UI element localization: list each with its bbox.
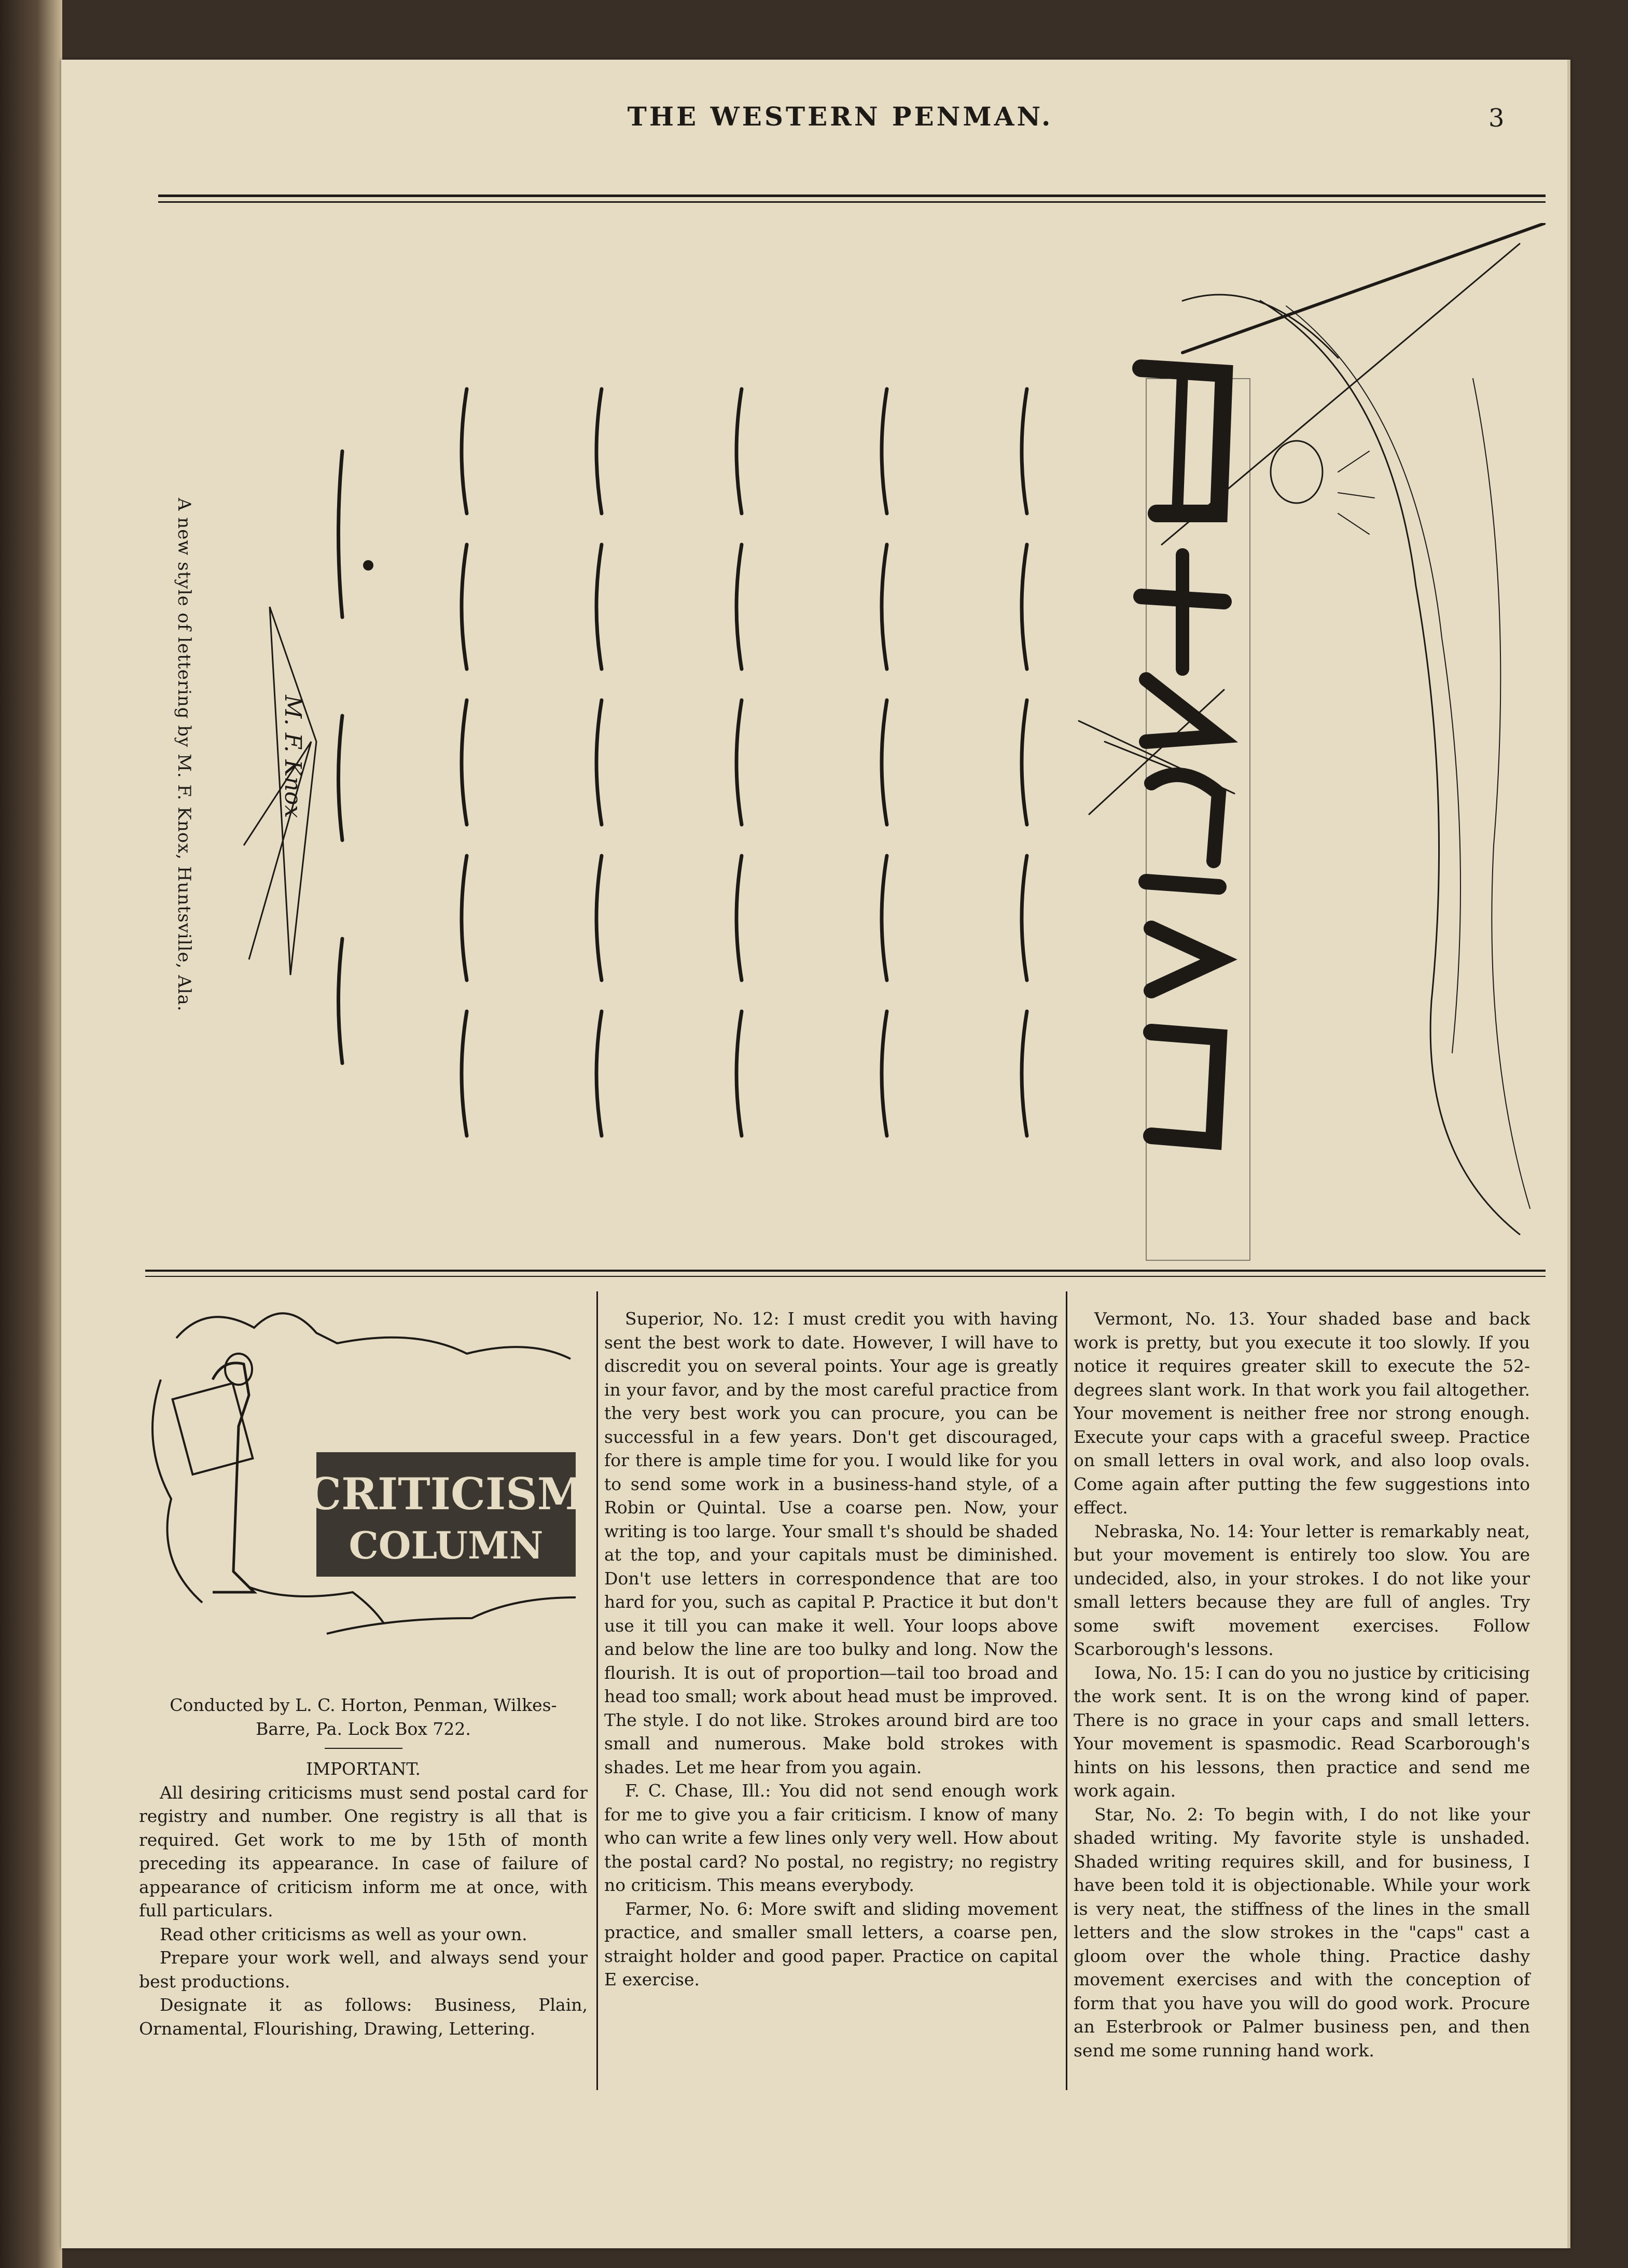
criticism-heading-line2: COLUMN <box>349 1523 544 1567</box>
column-separator <box>1066 1291 1067 2090</box>
page-edge <box>1567 60 1570 2248</box>
criticism-entry: Farmer, No. 6: More swift and sliding movement practice, and smaller small letters, a coarse pen, straight holder and good paper. Practice on capital E exercise. <box>604 1898 1058 1989</box>
criticism-heading-line1: CRITICISM <box>307 1468 586 1520</box>
book-binding <box>0 0 62 2268</box>
criticism-column-2 <box>604 1307 1058 1992</box>
rule-text: Prepare your work well, and always send your best productions. <box>139 1947 588 1992</box>
important-heading: IMPORTANT. <box>306 1759 421 1779</box>
signature-ornament <box>244 607 316 975</box>
signature-text: M. F. Knox <box>280 695 306 818</box>
criticism-column-3 <box>1074 1307 1530 2062</box>
specimen-row-5 <box>462 389 467 1136</box>
plate-rule-top <box>145 1270 1546 1272</box>
divider <box>325 1748 402 1749</box>
running-header: THE WESTERN PENMAN. <box>627 101 1053 132</box>
specimen-row-2 <box>882 389 887 1136</box>
criticism-entry: Vermont, No. 13. Your shaded base and back work is pretty, but you execute it too slowly. If you notice it requires greater skill to execute the 52-degrees slant work. In that work you fail altogether. Your movement is neither free nor strong enough. Execute your caps with a graceful sweep. Practice on small letters in oval work, and also loop ovals. Come again after putting the few suggestions into effect. <box>1074 1309 1530 1518</box>
specimen-row-1 <box>1022 389 1027 1136</box>
criticism-entry: Iowa, No. 15: I can do you no justice by criticising the work sent. It is on the wrong kind of paper. There is no grace in your caps and small letters. Your movement is spasmodic. Read Scarborough's hints on his lessons, then practice and send me work again. <box>1074 1662 1530 1801</box>
plate-caption: A new style of lettering by M. F. Knox, Huntsville, Ala. <box>174 498 194 1012</box>
ornament-dot <box>363 560 373 571</box>
column-separator <box>596 1291 598 2090</box>
header-rule-top <box>158 194 1546 197</box>
specimen-row-4 <box>596 389 602 1136</box>
criticism-info-column <box>139 1693 588 2040</box>
criticism-entry: F. C. Chase, Ill.: You did not send enough work for me to give you a fair criticism. I know of many who can write a few lines only very well. How about the postal card? No postal, no registry; no registry no criticism. This means everybody. <box>604 1780 1058 1895</box>
conductor-line: Conducted by L. C. Horton, Penman, Wilkes-Barre, Pa. Lock Box 722. <box>170 1695 557 1739</box>
rule-text: Read other criticisms as well as your own. <box>160 1924 527 1944</box>
lettering-plate-art <box>145 223 1546 1271</box>
criticism-entry: Star, No. 2: To begin with, I do not like your shaded writing. My favorite style is unshaded. Shaded writing requires skill, and for business, I have been told it is objectionable. While your work is very neat, the stiffness of the lines in the small letters and the slow strokes in the "caps" cast a gloom over the whole thing. Practice dashy movement exercises and with the conception of form that you have you will do good work. Procure an Esterbrook or Palmer business pen, and then send me some running hand work. <box>1074 1804 1530 2061</box>
specimen-row-3 <box>736 389 742 1136</box>
criticism-entry: Superior, No. 12: I must credit you with having sent the best work to date. However, I will have to discredit you on several points. Your age is greatly in your favor, and by the most careful practice from the very best work you can procure, you can be successful in a few years. Don't get discouraged, for there is ample time for you. I would like for you to send some work in a business-hand style, of a Robin or Quintal. Use a coarse pen. Now, your writing is too large. Your small t's should be shaded at the top, and your capitals must be diminished. Don't use letters in correspondence that are too hard for you, such as capital P. Practice it but don't use it till you can make it well. Your loops above and below the line are too bulky and long. Now the flourish. It is out of proportion—tail too broad and head too small; work about head must be improved. The style. I do not like. Strokes around bird are too small and numerous. Make bold strokes with shades. Let me hear from you again. <box>604 1309 1058 1777</box>
criticism-column-heading-art <box>145 1297 591 1660</box>
lettering-plate <box>145 223 1546 1271</box>
rule-text: Designate it as follows: Business, Plain, Ornamental, Flourishing, Drawing, Lettering. <box>139 1995 588 2039</box>
plate-rule-bottom <box>145 1276 1546 1277</box>
specimen-row-6 <box>339 451 343 1063</box>
criticism-entry: Nebraska, No. 14: Your letter is remarkably neat, but your movement is entirely too slow. You are undecided, also, in your strokes. I do not like your small letters because they are full of angles. Try some swift movement exercises. Follow Scarborough's lessons. <box>1074 1521 1530 1659</box>
lettering-specimen-rows <box>339 389 1027 1136</box>
header-rule-bottom <box>158 201 1546 203</box>
page-number: 3 <box>1488 104 1505 133</box>
rule-text: All desiring criticisms must send postal card for registry and number. One registry is all that is required. Get work to me by 15th of month preceding its appearance. In case of failure of appearance of criticism inform me at once, with full particulars. <box>139 1782 588 1921</box>
lettering-title-art <box>1079 223 1546 1260</box>
